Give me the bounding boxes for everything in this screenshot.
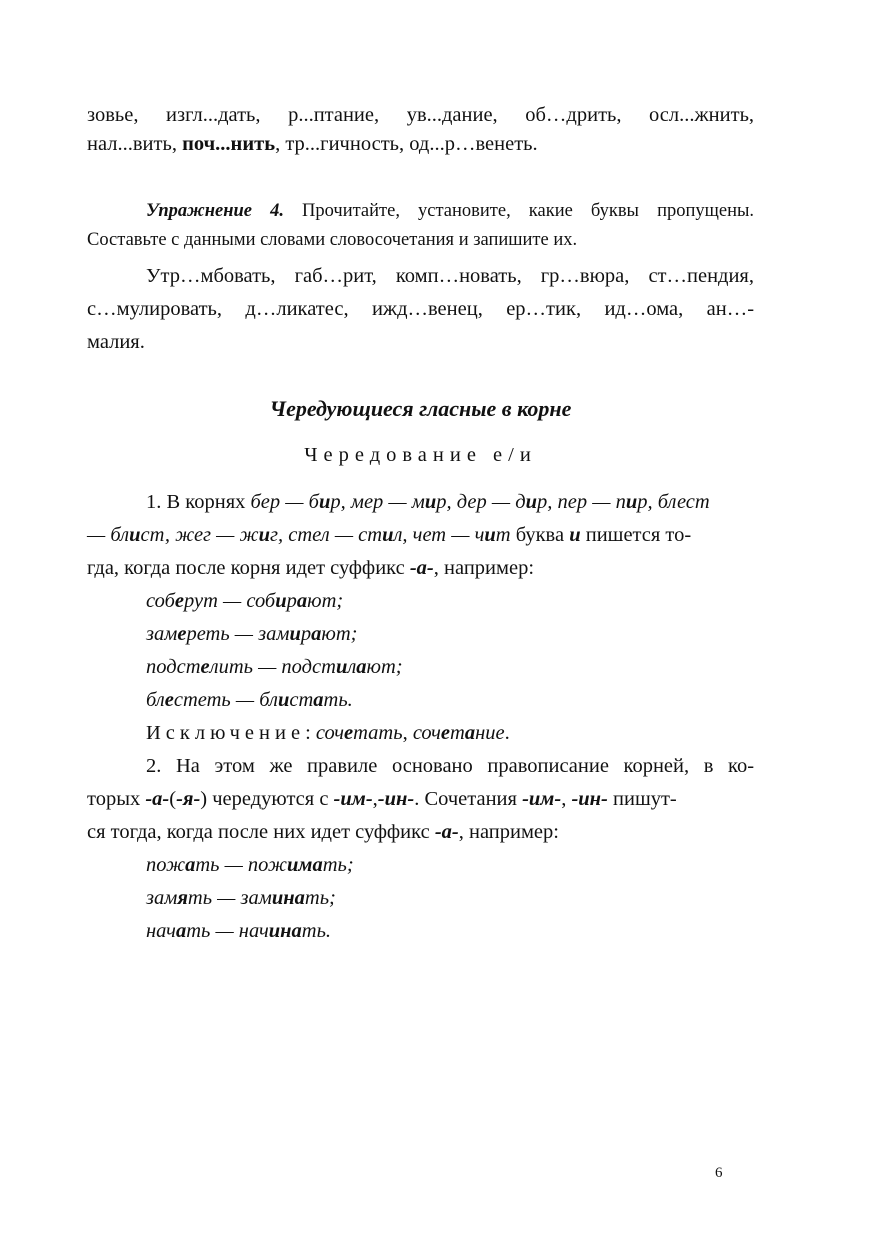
example-line: подстелить — подстилают; [146,656,403,678]
example-line: замереть — замирают; [146,623,358,645]
word-list-line: нал...вить, поч...нить, тр...гичность, од...р…венеть. [87,133,538,155]
example-line: замять — заминать; [146,887,336,909]
example-line: пожать — пожимать; [146,854,354,876]
exception-line: Исключение: сочетать, сочетание. [146,722,510,744]
exercise-label: Упражнение 4. [146,201,284,221]
section-title: Чередующиеся гласные в корне [269,396,572,421]
section-subtitle: Чередование е/и [304,444,537,466]
example-line: соберут — собирают; [146,590,344,612]
exercise-instruction: Упражнение 4. Прочитайте, установите, какие буквы пропущены. [146,201,755,221]
example-line: начать — начинать. [146,920,332,942]
rule-text: ся тогда, когда после них идет суффикс -а-, например: [87,821,559,843]
rule-text: гда, когда после корня идет суффикс -а-, например: [87,557,535,579]
rule-text: 2. На этом же правиле основано правописание корней, в ко- [146,755,755,777]
exercise-instruction: Составьте с данными словами словосочетания и запишите их. [87,230,578,250]
example-line: блестеть — блистать. [146,689,353,711]
exception-label: Исключение [146,722,306,744]
exercise-words: с…мулировать, д…ликатес, ижд…венец, ер…тик, ид…ома, ан…- [87,298,755,320]
word-list-line: зовье, изгл...дать, р...птание, ув...дание, об…дрить, осл...жнить, [87,104,755,126]
rule-text: 1. В корнях бер — бир, мер — мир, дер — дир, пер — пир, блест [146,491,710,513]
rule-text: торых -а-(-я-) чередуются с -им-,-ин-. Сочетания -им-, -ин- пишут- [87,788,677,810]
rule-text: — блист, жег — жиг, стел — стил, чет — чит буква и пишется то- [87,524,692,546]
exercise-words: малия. [87,331,145,353]
page-number: 6 [715,1165,723,1181]
exercise-words: Утр…мбовать, габ…рит, комп…новать, гр…вюра, ст…пендия, [146,265,754,287]
